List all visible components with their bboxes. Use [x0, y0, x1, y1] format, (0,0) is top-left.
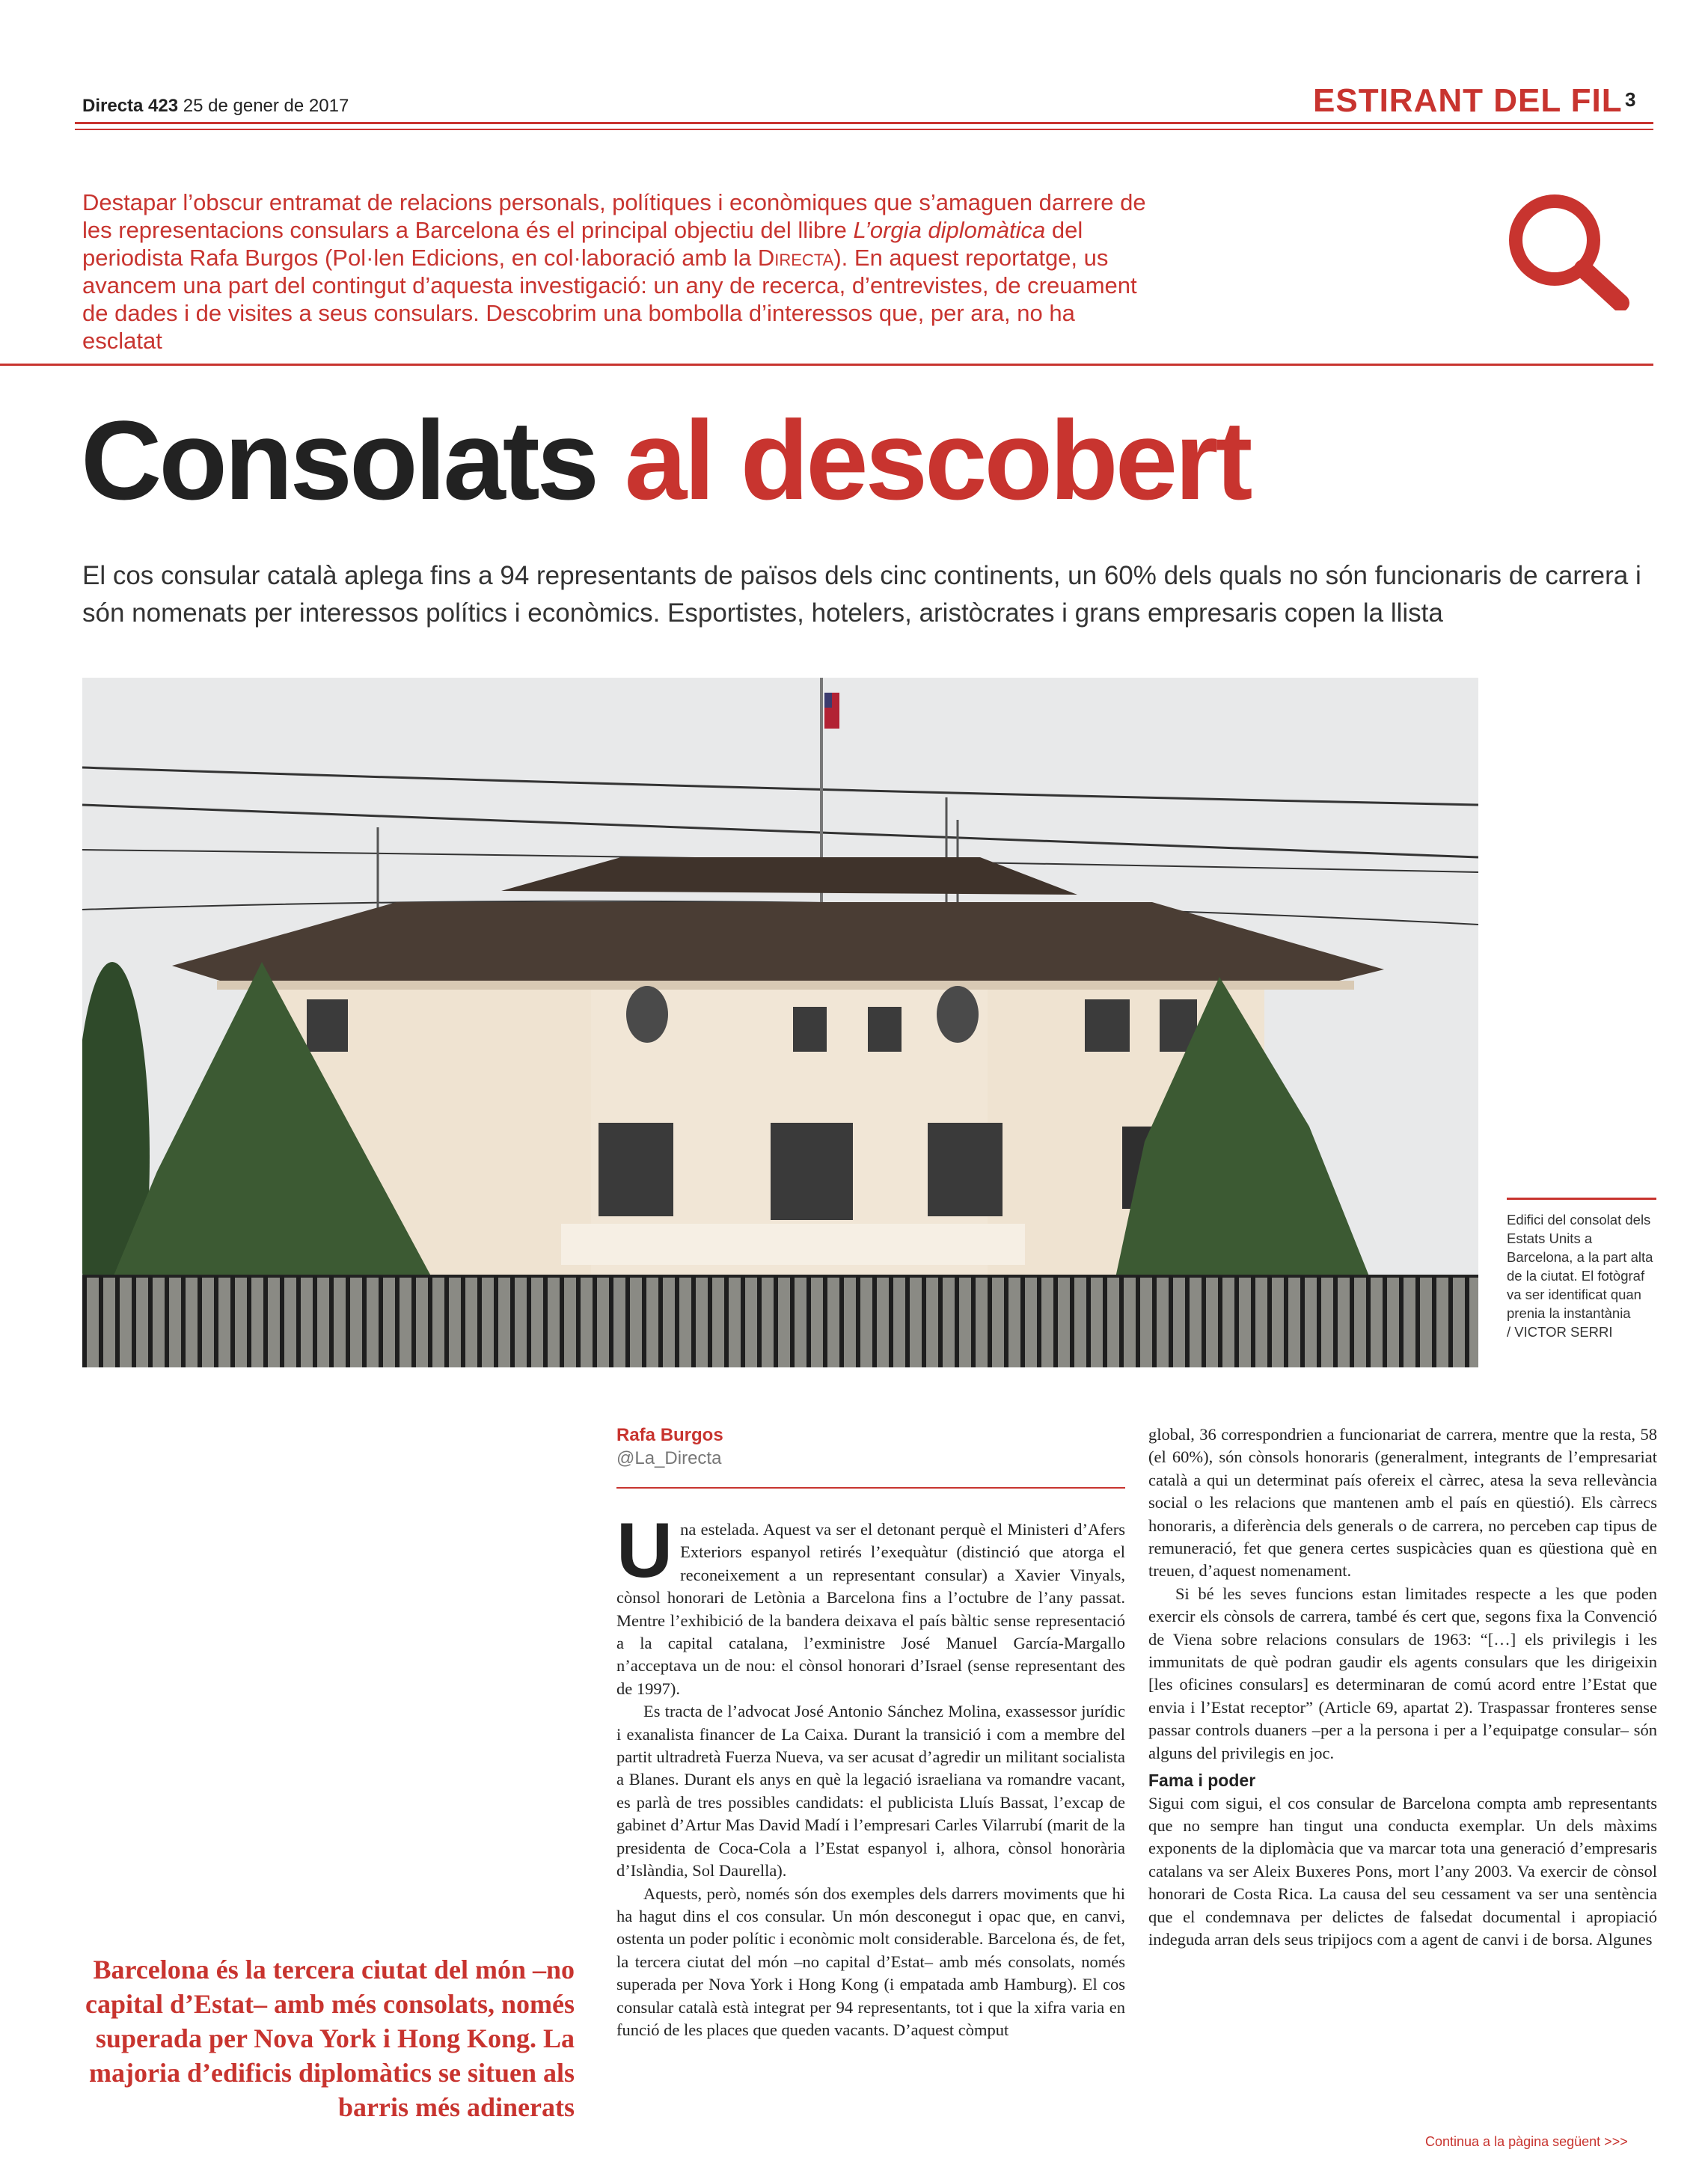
publication-name: Directa 423: [82, 96, 179, 116]
intro-rule: [0, 364, 1653, 366]
intro-part2: del periodista Rafa Burgos (Pol·len Edicions, en col·laboració amb la: [82, 217, 1083, 271]
caption-rule: [1507, 1198, 1656, 1200]
article-paragraph: Es tracta de l’advocat José Antonio Sánchez Molina, exassessor jurídic i exanalista financer de La Caixa. Durant la transició i com a membre del partit ultradretà Fuerza Nueva, va ser acusat d’agredir un militant socialista a Blanes. Durant els anys en què la legació israeliana va romandre vacant, es parlà de tres possibles candidats: el publicista Lluís Bassat, l’excap de gabinet d’Artur Mas David Madí i l’empresari Carles Vilarrubí (marit de la presidenta de Coca-Cola a l’Estat espanyol i, alhora, cònsol honorària d’Islàndia, Sol Daurella).: [616, 1702, 1125, 1881]
article-paragraph: global, 36 correspondrien a funcionariat de carrera, mentre que la resta, 58 (el 60%), són cònsols honoraris (generalment, integrants de l’empresariat català a qui un determinat país ofereix el càrrec, atesa la seva rellevància social o les relacions que mantenen amb el país en qüestió). Els càrrecs honoraris, a diferència dels generals o de carrera, no perceben cap tipus de remuneració, fet que genera certes suspicàcies quan es qüestiona què en treuen, d’aquest nomenament.: [1148, 1425, 1657, 1581]
article-column-right: [1148, 1423, 1657, 1951]
continued-link[interactable]: Continua a la pàgina següent >>>: [1425, 2134, 1628, 2149]
subhead: Fama i poder: [1148, 1771, 1256, 1791]
photo-caption: [1507, 1210, 1656, 1341]
standfirst: El cos consular català aplega fins a 94 representants de països dels cinc continents, un 60% dels quals no són funcionaris de carrera i són nomenats per interessos polítics i econòmics. Esportistes, hotelers, aristòcrates i grans empresaris copen la llista: [82, 561, 1641, 628]
intro-part3: ). En aquest reportatge, us avancem una part del contingut d’aquesta investigació: un any de recerca, d’entrevistes, de creuament de dades i de visites a seus consulars. Descobrim una bombolla d’interessos que, per ara, no ha esclatat: [82, 245, 1137, 354]
photo-credit: / VICTOR SERRI: [1507, 1324, 1613, 1340]
magnifying-glass-icon: [1496, 183, 1638, 310]
byline-rule: [616, 1487, 1125, 1489]
byline-handle[interactable]: @La_Directa: [616, 1448, 722, 1468]
byline-author: Rafa Burgos: [616, 1425, 723, 1445]
issue-date: 25 de gener de 2017: [183, 96, 349, 116]
intro-text: [82, 189, 1160, 355]
article-paragraph: Aquests, però, només són dos exemples dels darrers moviments que hi ha hagut dins el cos consular. Un món desconegut i opac que, en canvi, ostenta un poder polític i econòmic molt considerable. Barcelona és, de fet, la tercera ciutat del món –no capital d’Estat– amb més consolats, només superada per Nova York i Hong Kong (i empatada amb Hamburg). El cos consular català està integrat per 94 representants, tot i que la xifra varia en funció de les places que queden vacants. D’aquest còmput: [616, 1884, 1125, 2039]
article-paragraph: Si bé les seves funcions estan limitades respecte a les que poden exercir els cònsols de carrera, també és cert que, segons fixa la Convenció de Viena sobre relacions consulars de 1963: “[…] els privilegis i les immunitats de què podran gaudir els agents consulars que les dirigeixin [les oficines consulars] es determinaran de comú acord entre l’Estat que envia i l’Estat receptor” (Article 69, apartat 2). Traspassar fronteres sense passar controls duaners –per a la persona i per a l’equipatge consular– són alguns del privilegis en joc.: [1148, 1584, 1657, 1762]
headline-part2: al descobert: [624, 397, 1250, 523]
headline-part1: Consolats: [81, 397, 597, 523]
book-title: L’orgia diplomàtica: [853, 217, 1046, 243]
header-rule-top: [75, 122, 1653, 124]
header-rule-bottom: [75, 129, 1653, 130]
article-paragraph: Sigui com sigui, el cos consular de Barcelona compta amb representants que no sempre han tingut una conducta exemplar. Un dels màxims exponents de la diplomàcia que va marcar tota una generació d’empresaris catalans va ser Aleix Buxeres Pons, mort l’any 2003. Va exercir de cònsol honorari de Costa Rica. La causa del seu cessament va ser una sentència que el condemnava per delictes de falsedat documental i apropiació indeguda arran dels seus tripijocs com a agent de canvi i de borsa. Algunes: [1148, 1793, 1657, 1949]
drop-cap: U: [616, 1507, 673, 1594]
paragraph-text: na estelada. Aquest va ser el detonant perquè el Ministeri d’Afers Exteriors espanyol retirés l’exequàtur (distinció que atorga el reconeixement a un representant consular) a Xavier Vinyals, cònsol honorari de Letònia a Barcelona fins a l’octubre de l’any passat. Mentre l’exhibició de la bandera deixava el país bàltic sense representació a la capital catalana, l’exministre José Manuel García-Margallo n’acceptava un de nou: el cònsol honorari d’Israel (sense representant des de 1997).: [616, 1520, 1125, 1698]
article-paragraph: [616, 1507, 1125, 1700]
headline: [81, 397, 1250, 523]
page-number: 3: [1625, 88, 1636, 111]
consulate-photo: [82, 678, 1478, 1367]
pull-quote: Barcelona és la tercera ciutat del món –no capital d’Estat– amb més consolats, només superada per Nova York i Hong Kong. La majoria d’edificis diplomàtics se situen als barris més adinerats: [85, 1955, 575, 2122]
intro-part1: Destapar l’obscur entramat de relacions personals, polítiques i econòmiques que s’amaguen darrere de les representacions consulars a Barcelona és el principal objectiu del llibre: [82, 189, 1146, 243]
directa-name: Directa: [757, 245, 834, 271]
caption-text: Edifici del consolat dels Estats Units a Barcelona, a la part alta de la ciutat. El fotògraf va ser identificat quan prenia la instantània: [1507, 1212, 1653, 1321]
issue-dateline: [82, 96, 349, 117]
article-column-left: [616, 1507, 1125, 2041]
section-title: ESTIRANT DEL FIL: [1313, 82, 1623, 119]
